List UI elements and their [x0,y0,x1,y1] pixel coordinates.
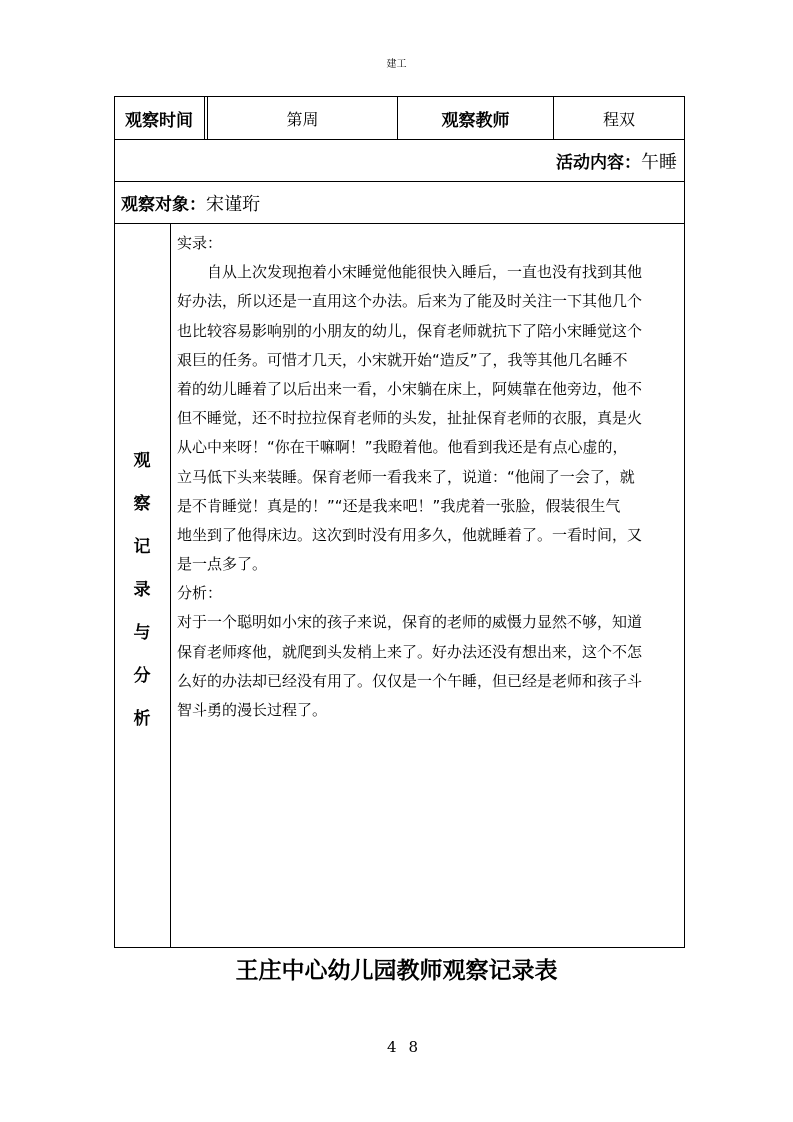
record-line: 立马低下头来装睡。保育老师一看我来了，说道：“他闹了一会了，就 [177,467,635,486]
side-label-char: 与 [133,623,151,643]
record-line: 自从上次发现抱着小宋睡觉他能很快入睡后，一直也没有找到其他 [207,263,643,282]
activity-row [115,140,677,181]
document-title: 王庄中心幼儿园教师观察记录表 [235,957,558,984]
table-border-row3 [114,223,685,224]
analysis-line: 智斗勇的漫长过程了。 [177,701,328,719]
page-number: 48 [386,1038,431,1056]
activity-label: 活动内容： [556,153,641,173]
record-heading: 实录： [177,234,223,252]
table-border-side [170,223,171,947]
record-line: 地坐到了他得床边。这次到时没有用多久，他就睡着了。一看时间，又 [177,525,643,544]
record-line: 着的幼儿睡着了以后出来一看，小宋躺在床上，阿姨靠在他旁边，他不 [177,379,643,398]
observation-time-value: 第周 [286,109,319,129]
record-line: 是一点多了。 [177,555,268,574]
observation-teacher-label: 观察教师 [441,110,510,131]
record-line: 艰巨的任务。可惜才几天，小宋就开始“造反”了，我等其他几名睡不 [177,350,628,369]
record-content [177,229,679,725]
analysis-line: 么好的办法却已经没有用了。仅仅是一个午睡，但已经是老师和孩子斗 [177,671,643,690]
side-label-char: 析 [133,709,151,729]
page-header: 建工 [386,59,407,70]
record-line: 但不睡觉，还不时拉拉保育老师的头发，扯扯保育老师的衣服，真是火 [177,409,643,428]
subject-value: 宋谨珩 [206,193,260,215]
side-label-char: 分 [133,666,151,686]
side-label-char: 观 [133,451,151,471]
record-line: 从心中来呀！“你在干嘛啊！”我瞪着他。他看到我还是有点心虚的， [177,438,628,457]
analysis-line: 保育老师疼他，就爬到头发梢上来了。好办法还没有想出来，这个不怎 [177,642,643,661]
activity-value: 午睡 [641,151,677,173]
table-border-col1 [204,96,205,139]
record-line: 好办法，所以还是一直用这个办法。后来为了能及时关注一下其他几个 [177,292,643,311]
subject-row [121,182,677,223]
record-line: 也比较容易影响别的小朋友的幼儿，保育老师就抗下了陪小宋睡觉这个 [177,321,643,340]
side-label-char: 录 [133,580,151,600]
subject-label: 观察对象： [121,195,206,215]
observation-time-label: 观察时间 [125,110,193,131]
record-line: 是不肯睡觉！真是的！”“还是我来吧！”我虎着一张脸，假装很生气 [177,496,621,515]
table-border-right [684,96,685,948]
analysis-heading: 分析： [177,584,223,603]
table-border-bottom [114,947,685,948]
side-label-char: 记 [133,537,151,557]
side-label-char: 察 [133,494,151,514]
observation-teacher-value: 程双 [602,109,635,129]
analysis-line: 对于一个聪明如小宋的孩子来说，保育的老师的威慑力显然不够，知道 [177,613,643,632]
record-analysis-side-label [114,440,170,741]
